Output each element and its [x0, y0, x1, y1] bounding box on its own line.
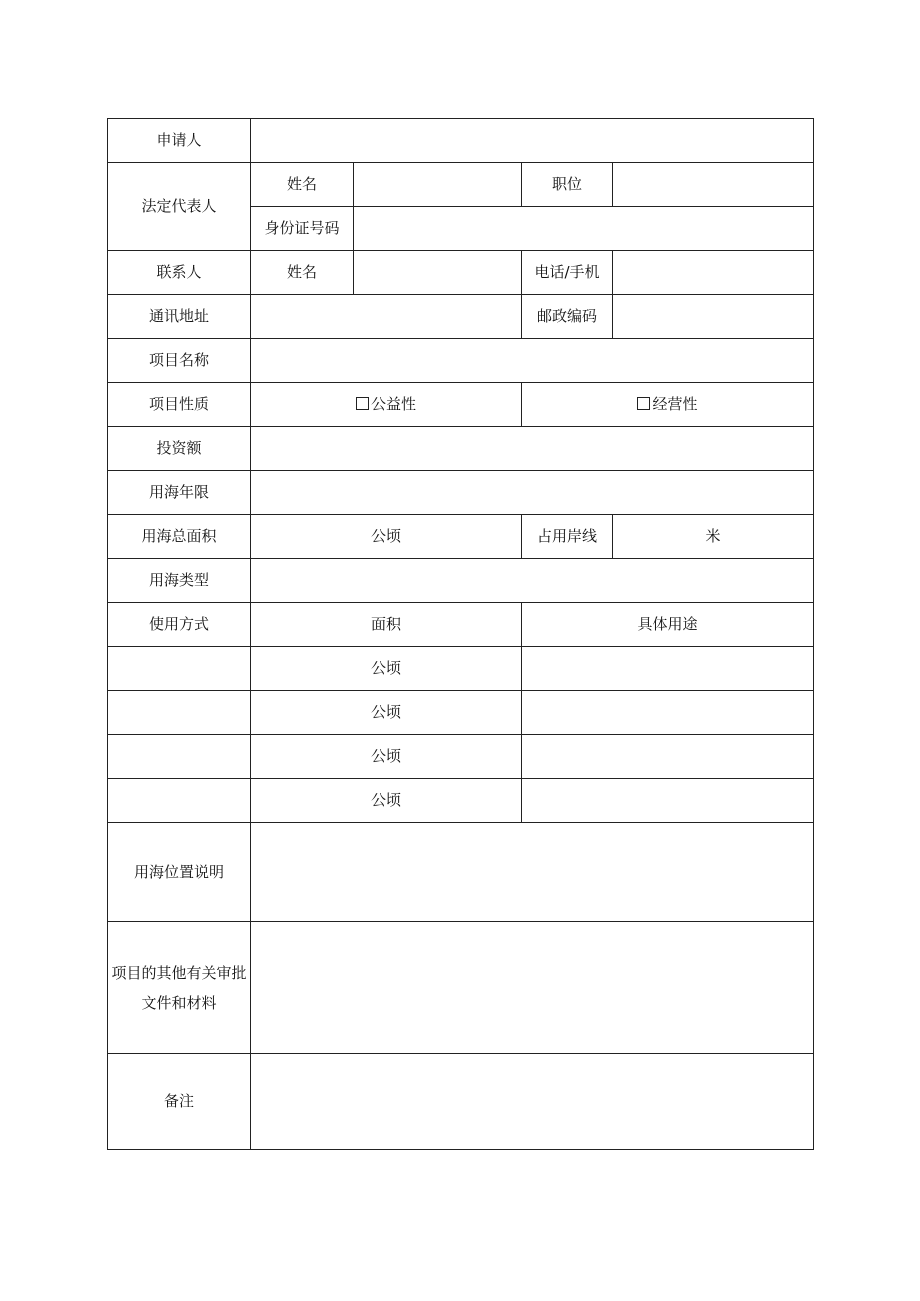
- usage-row-2-unit: 公顷: [370, 703, 401, 722]
- sea-use-type-label: 用海类型: [108, 559, 251, 603]
- shoreline-label: 占用岸线: [522, 515, 613, 559]
- usage-row-4-area[interactable]: [251, 779, 522, 823]
- option-public-label: 公益性: [370, 395, 416, 414]
- address-field[interactable]: [251, 295, 522, 339]
- option-commercial[interactable]: [522, 383, 814, 427]
- usage-row-2-area[interactable]: [251, 691, 522, 735]
- location-field[interactable]: [251, 823, 814, 922]
- contact-name-field[interactable]: [354, 251, 522, 295]
- checkbox-commercial-icon[interactable]: [637, 397, 650, 410]
- applicant-label: 申请人: [108, 119, 251, 163]
- usage-row-1-purpose[interactable]: [522, 647, 814, 691]
- legal-rep-id-field[interactable]: [354, 207, 814, 251]
- legal-rep-id-label: 身份证号码: [251, 207, 354, 251]
- other-docs-field[interactable]: [251, 922, 814, 1054]
- checkbox-public-icon[interactable]: [356, 397, 369, 410]
- legal-rep-label: 法定代表人: [108, 163, 251, 251]
- contact-name-label: 姓名: [251, 251, 354, 295]
- legal-rep-name-field[interactable]: [354, 163, 522, 207]
- investment-field[interactable]: [251, 427, 814, 471]
- remarks-label: 备注: [108, 1054, 251, 1150]
- project-nature-label: 项目性质: [108, 383, 251, 427]
- postcode-field[interactable]: [613, 295, 814, 339]
- contact-label: 联系人: [108, 251, 251, 295]
- contact-phone-field[interactable]: [613, 251, 814, 295]
- usage-row-1-method[interactable]: [108, 647, 251, 691]
- usage-purpose-header: 具体用途: [522, 603, 814, 647]
- project-name-field[interactable]: [251, 339, 814, 383]
- legal-rep-name-label: 姓名: [251, 163, 354, 207]
- location-label: 用海位置说明: [108, 823, 251, 922]
- usage-row-4-unit: 公顷: [370, 791, 401, 810]
- project-name-label: 项目名称: [108, 339, 251, 383]
- usage-label: 使用方式: [108, 603, 251, 647]
- sea-use-application-form: [107, 118, 814, 1150]
- sea-use-type-field[interactable]: [251, 559, 814, 603]
- option-commercial-label: 经营性: [652, 395, 698, 414]
- usage-row-3-area[interactable]: [251, 735, 522, 779]
- usage-area-header: 面积: [251, 603, 522, 647]
- legal-rep-position-label: 职位: [522, 163, 613, 207]
- investment-label: 投资额: [108, 427, 251, 471]
- shoreline-field[interactable]: [613, 515, 814, 559]
- usage-row-3-method[interactable]: [108, 735, 251, 779]
- remarks-field[interactable]: [251, 1054, 814, 1150]
- applicant-field[interactable]: [251, 119, 814, 163]
- option-public[interactable]: [251, 383, 522, 427]
- usage-row-4-method[interactable]: [108, 779, 251, 823]
- postcode-label: 邮政编码: [522, 295, 613, 339]
- total-area-unit: 公顷: [370, 527, 401, 546]
- total-area-label: 用海总面积: [108, 515, 251, 559]
- address-label: 通讯地址: [108, 295, 251, 339]
- sea-use-years-field[interactable]: [251, 471, 814, 515]
- usage-row-1-unit: 公顷: [370, 659, 401, 678]
- other-docs-label: 项目的其他有关审批文件和材料: [108, 922, 251, 1054]
- usage-row-2-purpose[interactable]: [522, 691, 814, 735]
- usage-row-3-unit: 公顷: [370, 747, 401, 766]
- usage-row-2-method[interactable]: [108, 691, 251, 735]
- contact-phone-label: 电话/手机: [522, 251, 613, 295]
- shoreline-unit: 米: [705, 527, 721, 546]
- usage-row-3-purpose[interactable]: [522, 735, 814, 779]
- total-area-field[interactable]: [251, 515, 522, 559]
- usage-row-1-area[interactable]: [251, 647, 522, 691]
- legal-rep-position-field[interactable]: [613, 163, 814, 207]
- usage-row-4-purpose[interactable]: [522, 779, 814, 823]
- sea-use-years-label: 用海年限: [108, 471, 251, 515]
